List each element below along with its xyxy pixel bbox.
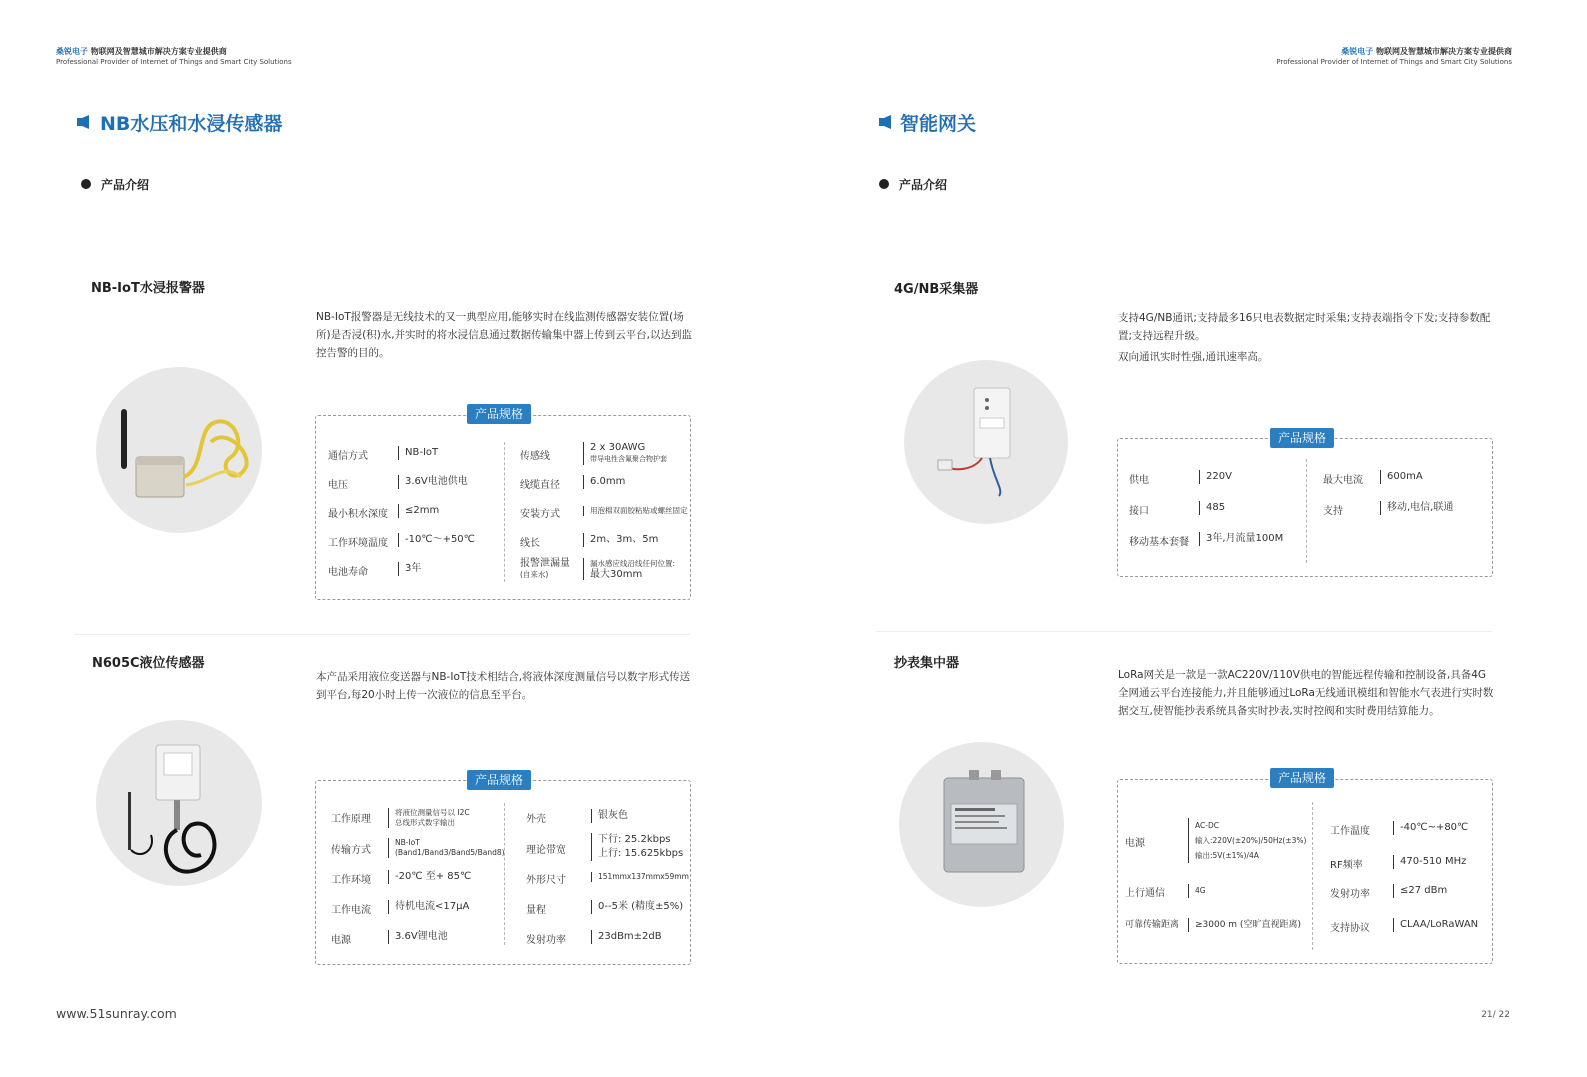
spec-label-line: 报警泄漏量 xyxy=(520,558,570,569)
spec-box xyxy=(1117,438,1493,577)
spec-label: 通信方式 xyxy=(328,451,368,462)
product-description: NB-IoT报警器是无线技术的又一典型应用,能够实时在线监测传感器安装位置(场所)是否浸(积)水,并实时的将水浸信息通过数据传输集中器上传到云平台,以达到监控告警的目的。 xyxy=(316,311,692,359)
spec-value-line: 最大30mm xyxy=(590,569,643,580)
spec-label: 传输方式 xyxy=(331,845,371,856)
spec-label: 外壳 xyxy=(526,814,546,825)
header-tagline: 物联网及智慧城市解决方案专业提供商 xyxy=(1376,47,1512,56)
spec-label: 供电 xyxy=(1129,475,1149,486)
spec-box xyxy=(315,780,691,965)
page-number: 21/ 22 xyxy=(1481,1010,1510,1020)
spec-value-line: 总线形式数字输出 xyxy=(395,818,455,827)
spec-value-line: 输出:5V(±1%)/4A xyxy=(1195,851,1259,860)
header-left-en: Professional Provider of Internet of Things and Smart City Solutions xyxy=(56,58,292,66)
spec-value: -40℃~+80℃ xyxy=(1393,821,1468,835)
header-right-en: Professional Provider of Internet of Things and Smart City Solutions xyxy=(1276,58,1512,66)
spec-value-line: 下行: 25.2kbps xyxy=(598,834,671,845)
spec-value-line: 漏水感应线沿线任何位置: xyxy=(590,559,676,568)
section-marker-icon xyxy=(879,115,891,129)
spec-label: 发射功率 xyxy=(1330,889,1370,900)
spec-value: 23dBm±2dB xyxy=(591,930,662,944)
spec-value: CLAA/LoRaWAN xyxy=(1393,918,1478,932)
spec-value: 待机电流<17μA xyxy=(388,900,469,914)
spec-label: 安装方式 xyxy=(520,509,560,520)
spec-label: 工作环境 xyxy=(331,875,371,886)
footer-url[interactable]: www.51sunray.com xyxy=(56,1006,177,1021)
product-title: 4G/NB采集器 xyxy=(894,282,979,297)
spec-value xyxy=(388,808,470,828)
spec-label: 电源 xyxy=(331,935,351,946)
spec-tag: 产品规格 xyxy=(467,404,531,424)
spec-value: 485 xyxy=(1199,501,1225,515)
spec-value-line: 带导电性含氟聚合物护套 xyxy=(590,455,667,463)
spec-label: 上行通信 xyxy=(1125,888,1165,899)
header-brand: 桑锐电子 xyxy=(1341,47,1374,56)
spec-value: 移动,电信,联通 xyxy=(1380,501,1453,515)
spec-value: 银灰色 xyxy=(591,809,628,823)
spec-value-line: NB-IoT xyxy=(395,838,420,847)
spec-box xyxy=(1117,779,1493,964)
spec-value: 0--5米 (精度±5%) xyxy=(591,900,683,914)
spec-value: 4G xyxy=(1188,884,1206,898)
spec-label: 工作原理 xyxy=(331,814,371,825)
spec-value: 6.0mm xyxy=(583,475,625,489)
spec-value-line: (Band1/Band3/Band5/Band8) xyxy=(395,848,505,857)
product-image xyxy=(904,360,1068,524)
spec-label: 工作环境温度 xyxy=(328,538,388,549)
product-image xyxy=(96,720,262,886)
spec-value: 2m、3m、5m xyxy=(583,533,658,547)
product-image xyxy=(899,742,1064,907)
product-title: N605C液位传感器 xyxy=(92,656,205,671)
spec-value xyxy=(1188,818,1306,863)
spec-label: 支持 xyxy=(1323,506,1343,517)
spec-value: 600mA xyxy=(1380,470,1423,484)
spec-value-line: 上行: 15.625kbps xyxy=(598,848,684,859)
spec-value: 220V xyxy=(1199,470,1232,484)
spec-value: 3年 xyxy=(398,562,421,576)
spec-label: 电压 xyxy=(328,480,348,491)
spec-label: 电源 xyxy=(1125,838,1145,849)
header-right-cn xyxy=(1341,46,1512,57)
product-title: 抄表集中器 xyxy=(894,656,960,671)
section-marker-icon xyxy=(77,115,89,129)
section-separator xyxy=(876,631,1492,632)
spec-label: 工作电流 xyxy=(331,905,371,916)
spec-label: 支持协议 xyxy=(1330,923,1370,934)
spec-box xyxy=(315,415,691,600)
spec-label: 量程 xyxy=(526,905,546,916)
spec-value: ≤2mm xyxy=(398,504,439,518)
header-tagline: 物联网及智慧城市解决方案专业提供商 xyxy=(90,47,227,56)
spec-value: 3年,月流量100M xyxy=(1199,532,1283,546)
product-title: NB-IoT水浸报警器 xyxy=(91,281,205,296)
spec-divider xyxy=(1312,802,1313,950)
spec-value xyxy=(583,558,675,580)
spec-value: 用泡棉双面胶粘贴或螺丝固定 xyxy=(583,506,688,516)
section-separator xyxy=(74,634,690,635)
bullet-dot-icon xyxy=(879,179,889,189)
spec-label: RF频率 xyxy=(1330,860,1363,871)
spec-tag: 产品规格 xyxy=(1270,768,1334,788)
spec-label: 最大电流 xyxy=(1323,475,1363,486)
spec-label: 接口 xyxy=(1129,506,1149,517)
spec-value: -10℃～+50℃ xyxy=(398,533,475,547)
spec-value: NB-IoT xyxy=(398,446,438,460)
intro-label: 产品介绍 xyxy=(101,178,150,192)
spec-tag: 产品规格 xyxy=(1270,428,1334,448)
product-image xyxy=(96,367,262,533)
bullet-dot-icon xyxy=(81,179,91,189)
spec-value: 3.6V锂电池 xyxy=(388,930,448,944)
spec-label: 理论带宽 xyxy=(526,845,566,856)
spec-value xyxy=(388,838,505,858)
product-description: LoRa网关是一款是一款AC220V/110V供电的智能远程传输和控制设备,具备4G全网通云平台连接能力,并且能够通过LoRa无线通讯模组和智能水气表进行实时数据交互,使智能抄表系统具备实时抄表,实时控阀和实时费用结算能力。 xyxy=(1118,669,1494,717)
spec-tag: 产品规格 xyxy=(467,770,531,790)
spec-divider xyxy=(1306,459,1307,563)
spec-value-line: 2 x 30AWG xyxy=(590,442,646,453)
spec-value: -20℃ 至+ 85℃ xyxy=(388,870,471,884)
spec-value: 151mmx137mmx59mm xyxy=(591,872,689,882)
spec-value-line: AC-DC xyxy=(1195,821,1219,830)
spec-divider xyxy=(504,803,505,945)
spec-label: 移动基本套餐 xyxy=(1129,537,1189,548)
header-brand: 桑锐电子 xyxy=(56,47,88,56)
level-sensor-icon xyxy=(96,720,262,886)
spec-value-line: 将液位测量信号以 I2C xyxy=(395,808,470,817)
spec-divider xyxy=(504,442,505,582)
spec-value xyxy=(583,442,667,465)
spec-value: ≤27 dBm xyxy=(1393,884,1447,898)
spec-label: 电池寿命 xyxy=(328,567,368,578)
spec-value: ≥3000 m (空旷直视距离) xyxy=(1188,918,1301,932)
spec-label: 最小积水深度 xyxy=(328,509,388,520)
spec-value-line: 输入:220V(±20%)/50Hz(±3%) xyxy=(1195,836,1307,845)
product-description: 支持4G/NB通讯;支持最多16只电表数据定时采集;支持表端指令下发;支持参数配置;支持远程升级。 xyxy=(1118,312,1491,342)
collector-device-icon xyxy=(904,360,1068,524)
spec-label xyxy=(520,558,570,580)
spec-label: 线长 xyxy=(520,538,540,549)
spec-label: 发射功率 xyxy=(526,935,566,946)
product-description: 双向通讯实时性强,通讯速率高。 xyxy=(1118,351,1269,363)
spec-label: 工作温度 xyxy=(1330,826,1370,837)
water-leak-alarm-icon xyxy=(96,367,262,533)
spec-value: 3.6V电池供电 xyxy=(398,475,468,489)
header-left-cn xyxy=(56,46,227,57)
spec-value xyxy=(591,833,683,861)
concentrator-device-icon xyxy=(899,742,1064,907)
spec-label: 可靠传输距离 xyxy=(1125,920,1180,930)
section-title: NB水压和水浸传感器 xyxy=(100,113,283,135)
spec-label-line: (自来水) xyxy=(520,570,549,579)
section-title: 智能网关 xyxy=(900,113,977,135)
spec-value: 470-510 MHz xyxy=(1393,855,1466,869)
spec-label: 线缆直径 xyxy=(520,480,560,491)
intro-label: 产品介绍 xyxy=(899,178,948,192)
product-description: 本产品采用液位变送器与NB-IoT技术相结合,将液体深度测量信号以数字形式传送到平台,每20小时上传一次液位的信息至平台。 xyxy=(316,671,691,701)
spec-label: 外形尺寸 xyxy=(526,875,566,886)
spec-label: 传感线 xyxy=(520,451,550,462)
